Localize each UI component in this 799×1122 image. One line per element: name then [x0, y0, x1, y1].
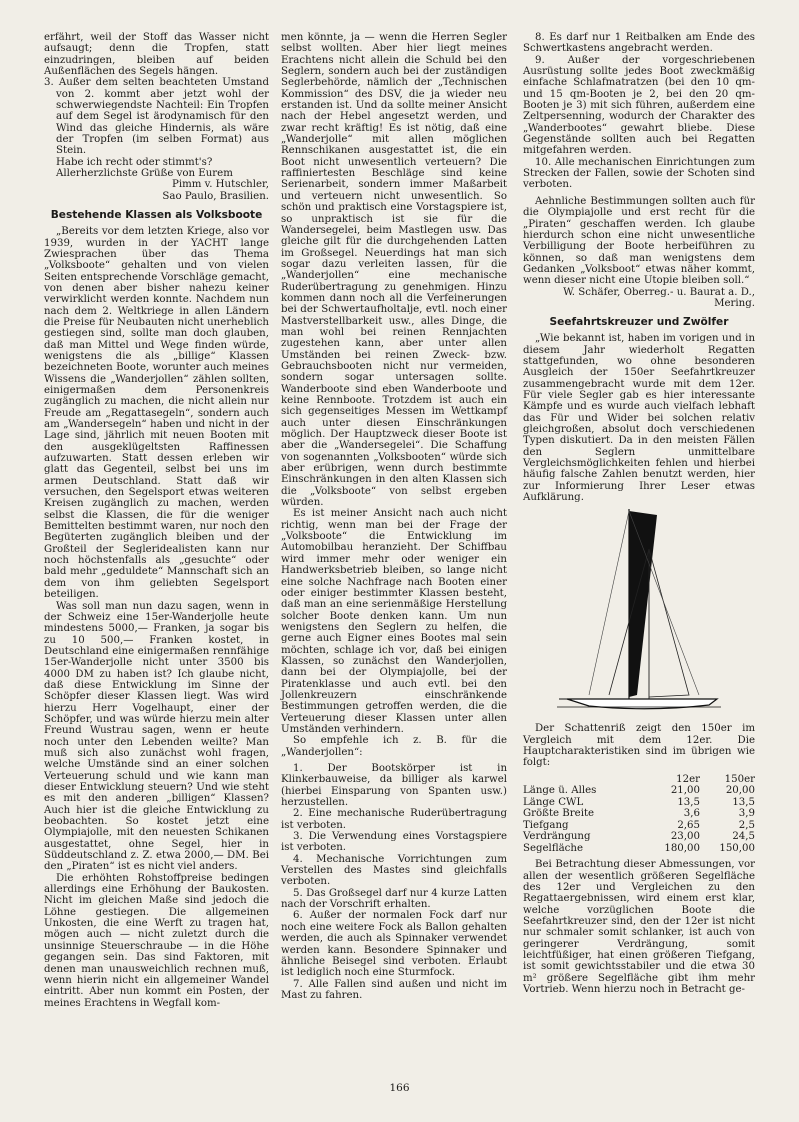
rule-item: 7. Alle Fallen sind außen und nicht im Mast zu fahren. — [281, 978, 507, 1001]
comparison-table — [523, 774, 755, 855]
signature-place: Sao Paulo, Brasilien. — [162, 190, 269, 202]
table-cell: 150,00 — [719, 842, 755, 854]
paragraph: men könnte, ja — wenn die Herren Segler selbst wollten. Aber hier liegt meines Erachtens nicht allein die Schuld bei den Seglern, sondern auch bei der zuständigen Seglerbehörde, nämlich der „Technischen Kommission“ des DSV, die ja wieder neu erstanden ist. Und da sollte meiner Ansicht nach der Hebel angesetzt werden, und zwar recht kräftig! Es ist nötig, daß eine „Wanderjolle“ mit allen möglichen Rennschikanen ausgestattet ist, die ein Boot nicht unwesentlich verteuern? Die raffiniertesten Beschläge sind keine Serienarbeit, sondern immer Maßarbeit und verteuern nicht unwesentlich. So schön und praktisch eine Vorstagspiere ist, so unpraktisch ist sie für die Wandersegelei, beim Mastlegen usw. Das gleiche gilt für die durchgehenden Latten im Großsegel. Neuerdings hat man sich sogar dazu verleiten lassen, für die „Wanderjollen“ eine mechanische Ruderübertragung zu genehmigen. Hinzu kommen dann noch all die Verfeinerungen bei der Schwertaufholtalje, evtl. noch einer Mastverstellbarkeit usw., alles Dinge, die man wohl bei reinen Rennjachten zugestehen kann, aber unter allen Umständen bei reinen Zweck- bzw. Gebrauchsbooten nicht nur vermeiden, sondern sogar untersagen sollte. Wanderboote sind eben Wanderboote und keine Rennboote. Trotzdem ist auch ein sich gegenseitiges Messen im Wettkampf auch unter diesen Einschränkungen möglich. Der Hauptzweck dieser Boote ist aber die „Wandersegelei“. Die Schaffung von sogenannten „Volksbooten“ würde sich aber erübrigen, wenn durch bestimmte Einschränkungen in den alten Klassen sich die „Volksboote“ von selbst ergeben würden. — [281, 32, 507, 509]
paragraph: Es ist meiner Ansicht nach auch nicht richtig, wenn man bei der Frage der „Volksboote“ die Entwicklung im Automobilbau heranzieht. Der Schiffbau wird immer mehr oder weniger ein Handwerksbetrieb bleiben, so lange nicht eine solche Nachfrage nach Booten einer oder einiger bestimmter Klassen besteht, daß man an eine serienmäßige Herstellung solcher Boote denken kann. Um nun wenigstens den Seglern zu helfen, die gerne auch Eigner eines Bootes mal sein möchten, schlage ich vor, daß bei einigen Klassen, so zunächst den Wanderjollen, dann bei der Olympiajolle, bei der Piratenklasse und auch evtl. bei den Jollenkreuzern einschränkende Bestimmungen getroffen werden, die die Verteuerung dieser Klassen unter allen Umständen verhindern. — [281, 508, 507, 735]
table-cell: 13,5 — [732, 796, 755, 808]
table-header: 150er — [724, 773, 755, 785]
paragraph: Der Schattenriß zeigt den 150er im Vergleich mit dem 12er. Die Hauptcharakteristiken sind im übrigen wie folgt: — [523, 723, 755, 769]
paragraph: „Bereits vor dem letzten Kriege, also vor 1939, wurden in der YACHT lange Zwiesprachen über das Thema „Volksboote“ gehalten und von vielen Seiten entsprechende Vorschläge gemacht, von denen aber bisher nahezu keiner verwirklicht werden konnte. Nachdem nun nach dem 2. Weltkriege in allen Ländern die Preise für Neubauten nicht unerheblich gestiegen sind, sollte man doch glauben, daß man Mittel und Wege finden würde, wenigstens die als „billige“ Klassen bezeichneten Boote, worunter auch meines Wissens die „Wanderjollen“ zählen sollten, einigermaßen dem Personenkreis zugänglich zu machen, die nicht allein nur Freude am „Regattasegeln“, sondern auch am „Wandersegeln“ haben und nicht in der Lage sind, jährlich mit neuen Booten mit den ausgeklügeltsten Raffinessen aufzuwarten. Statt dessen erleben wir glatt das Gegenteil, selbst bei uns im armen Deutschland. Statt daß wir versuchen, den Segelsport etwas weiteren Kreisen zugänglich zu machen, werden selbst die Klassen, die für die weniger Bemittelten bestimmt waren, nur noch den Begüterten zugänglich bleiben und der Großteil der Segleridealisten kann nur noch höchstenfalls als „gesuchte“ oder bald mehr „geduldete“ Mannschaft sich an dem von ihm geliebten Segelsport beteiligen. — [44, 226, 269, 601]
table-header-row — [523, 774, 755, 786]
table-row — [523, 808, 755, 820]
column-left — [44, 32, 269, 1009]
numbered-paragraph: 3. Außer dem selten beachteten Umstand von 2. kommt aber jetzt wohl der schwerwiegendste Nachteil: Ein Tropfen auf dem Segel ist ärodynamisch für den Wind das gleiche Hindernis, als wäre der Tropfen (im selben Format) aus Stein. — [44, 77, 269, 157]
table-cell: 3,6 — [683, 808, 700, 820]
table-cell: Tiefgang — [523, 819, 569, 831]
table-cell: 3,9 — [738, 808, 755, 820]
rule-item: 2. Eine mechanische Ruderübertragung ist verboten. — [281, 808, 507, 831]
signature-name: W. Schäfer, Oberreg.- u. Baurat a. D., — [563, 286, 755, 298]
rule-item: 5. Das Großsegel darf nur 4 kurze Latten nach der Vorschrift erhalten. — [281, 887, 507, 911]
table-cell: 24,5 — [732, 831, 755, 843]
rule-item: 1. Der Bootskörper ist in Klinkerbauweise, da billiger als karwel (hierbei Einsparung von Spanten usw.) herzustellen. — [281, 763, 507, 809]
column-right — [523, 32, 755, 995]
rule-item: 6. Außer der normalen Fock darf nur noch eine weitere Fock als Ballon gehalten werden, die auch als Spinnaker verwendet werden kann. Besondere Spinnaker und ähnliche Beisegel sind verboten. Erlaubt ist lediglich noch eine Sturmfock. — [281, 910, 507, 979]
section-heading: Bestehende Klassen als Volksboote — [50, 209, 263, 222]
paragraph: Aehnliche Bestimmungen sollten auch für die Olympiajolle und erst recht für die „Piraten“ geschaffen werden. Ich glaube hierdurch schon eine nicht unwesentliche Verbilligung der Boote herbeiführen zu können, so daß man wenigstens dem Gedanken „Volksboot“ etwas näher kommt, wenn dieser nicht eine Utopie bleiben soll.“ — [523, 195, 755, 287]
table-cell: Verdrängung — [523, 831, 591, 843]
signature-place: Mering. — [714, 297, 755, 309]
table-cell: Länge ü. Alles — [523, 785, 597, 797]
table-cell: 21,00 — [670, 785, 700, 797]
table-cell: 2,65 — [677, 819, 700, 831]
table-row — [523, 831, 755, 843]
section-heading: Seefahrtskreuzer und Zwölfer — [549, 316, 729, 329]
paragraph: Bei Betrachtung dieser Abmessungen, vor allen der wesentlich größeren Segelfläche des 12er und Vergleichen zu den Regattaergebnissen, wird einem erst klar, welche vorzüglichen Boote die Seefahrtkreuzer sind, den der 12er ist nicht nur schmaler somit schlanker, ist auch von geringerer Verdrängung, somit leichtfüßiger, hat einen größeren Tiefgang, ist somit gewichtsstabiler und die etwa 30 m² größere Segelfläche gibt ihm mehr Vortrieb. Wenn hierzu noch in Betracht ge- — [523, 859, 755, 996]
paragraph: Allerherzlichste Grüße von Eurem — [56, 168, 233, 180]
paragraph: „Wie bekannt ist, haben im vorigen und in diesem Jahr wiederholt Regatten stattgefunden, wo ohne besonderen Ausgleich der 150er Seefahrtkreuzer zusammengebracht wurde mit dem 12er. Für viele Segler gab es hier interessante Kämpfe und es wurde auch vielfach lebhaft das Für und Wider bei solchen relativ gleichgroßen, absolut doch verschiedenen Typen diskutiert. Da in den meisten Fällen den Seglern unmittelbare Vergleichsmöglichkeiten fehlen und hierbei häufig falsche Zahlen benutzt werden, hier zur Informierung Ihrer Leser etwas Aufklärung. — [523, 333, 755, 504]
table-cell: Segelfläche — [523, 842, 583, 854]
rule-item: 10. Alle mechanischen Einrichtungen zum Strecken der Fallen, sowie der Schoten sind verboten. — [523, 156, 755, 191]
paragraph: erfährt, weil der Stoff das Wasser nicht aufsaugt; denn die Tropfen, statt einzudringen, bleiben auf beiden Außenflächen des Segels hängen. — [44, 32, 269, 78]
paragraph: So empfehle ich z. B. für die „Wanderjollen“: — [281, 735, 507, 758]
table-cell: 2,5 — [738, 819, 755, 831]
signature-name: Pimm v. Hutschler, — [171, 179, 269, 191]
column-middle — [281, 32, 507, 1001]
table-row — [523, 797, 755, 809]
table-cell: Größte Breite — [523, 808, 595, 820]
table-header: 12er — [676, 773, 700, 785]
table-row — [523, 785, 755, 797]
paragraph: Was soll man nun dazu sagen, wenn in der Schweiz eine 15er-Wanderjolle heute mindestens 5000,— Franken, ja sogar bis zu 10 500,— Franken kostet, in Deutschland eine einigermaßen rennfähige 15er-Wanderjolle nicht unter 3500 bis 4000 DM zu haben ist? Ich glaube nicht, daß diese Entwicklung im Sinne der Schöpfer dieser Klassen liegt. Was wird hierzu Herr Vogelhaupt, einer der Schöpfer, und was würde hierzu mein alter Freund Wustrau sagen, wenn er heute noch unter den Lebenden weilte? Man muß sich also zunächst wohl fragen, welche Umstände sind an einer solchen Verteuerung schuld und wie kann man dieser Entwicklung steuern? Und wie steht es mit den anderen „billigen“ Klassen? Auch hier ist die gleiche Entwicklung zu beobachten. So kostet jetzt eine Olympiajolle, mit den neuesten Schikanen ausgestattet, ohne Segel, hier in Süddeutschland z. Z. etwa 2000,— DM. Bei den „Piraten“ ist es nicht viel anders. — [44, 600, 269, 873]
page-number: 166 — [389, 1082, 410, 1094]
table-cell: 180,00 — [664, 842, 700, 854]
rule-item: 3. Die Verwendung eines Vorstagspiere ist verboten. — [281, 831, 507, 854]
table-cell: 23,00 — [670, 831, 700, 843]
table-row — [523, 843, 755, 855]
paragraph: Habe ich recht oder stimmt's? — [56, 156, 213, 168]
paragraph: Die erhöhten Rohstoffpreise bedingen allerdings eine Erhöhung der Baukosten. Nicht im gleichen Maße sind jedoch die Löhne gestiegen. Die allgemeinen Unkosten, die eine Werft zu tragen hat, mögen auch — nicht zuletzt durch die unsinnige Steuerschraube — in die Höhe gegangen sein. Das sind Faktoren, mit denen man unausweichlich rechnen muß, wenn hierin nicht ein allgemeiner Wandel eintritt. Aber nun kommt ein Posten, der meines Erachtens in Wegfall kom- — [44, 872, 269, 1009]
table-row — [523, 820, 755, 832]
rule-item: 8. Es darf nur 1 Reitbalken am Ende des Schwertkastens angebracht werden. — [523, 32, 755, 55]
table-cell: Länge CWL — [523, 796, 584, 808]
rule-item: 9. Außer der vorgeschriebenen Ausrüstung sollte jedes Boot zweckmäßig einfache Schlafmatratzen (bei den 10 qm- und 15 qm-Booten je 2, bei den 20 qm-Booten je 3) mit sich führen, außerdem eine Zeltpersenning, wodurch der Charakter des „Wanderbootes“ gewahrt bliebe. Diese Gegenstände sollten auch bei Regatten mitgefahren werden. — [523, 54, 755, 157]
table-header — [523, 774, 645, 786]
table-cell: 20,00 — [725, 785, 755, 797]
rule-item: 4. Mechanische Vorrichtungen zum Verstellen des Mastes sind gleichfalls verboten. — [281, 853, 507, 888]
sail-silhouette-illustration — [549, 509, 729, 719]
table-cell: 13,5 — [677, 796, 700, 808]
